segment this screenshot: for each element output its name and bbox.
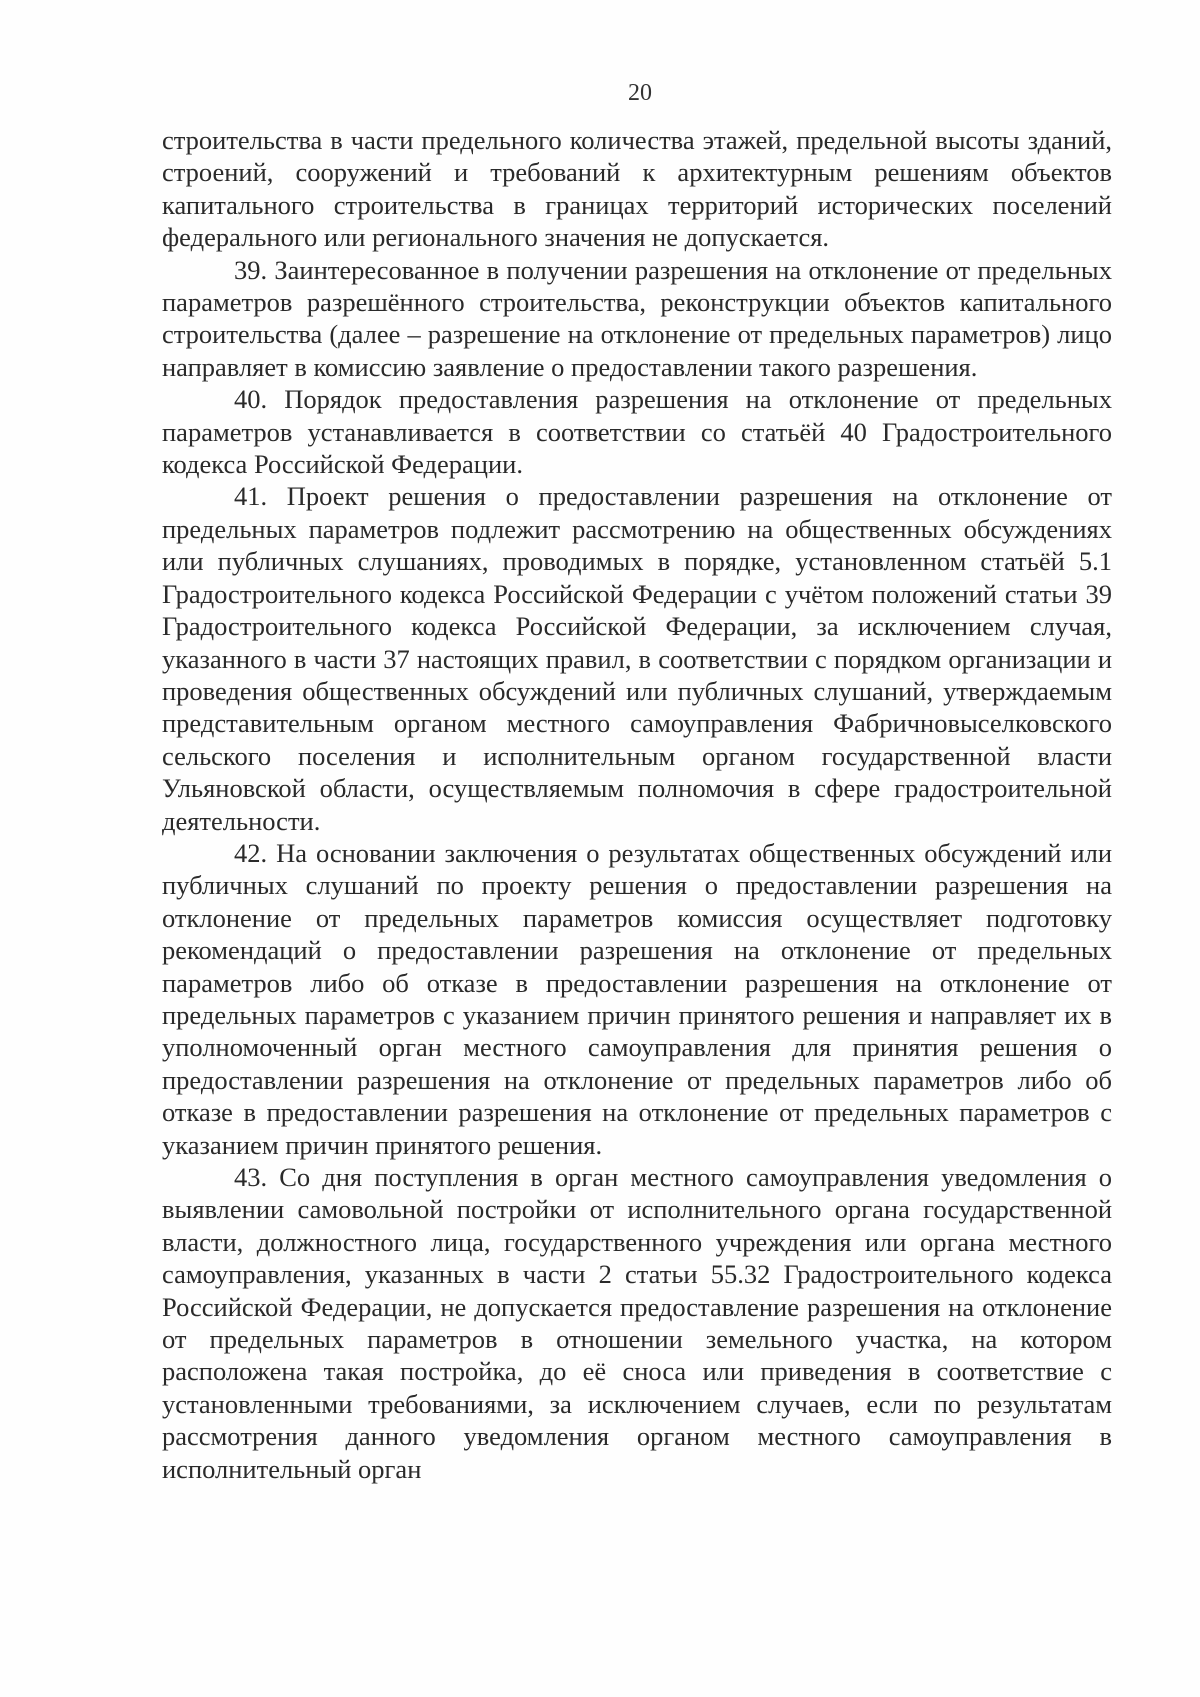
paragraph-40: 40. Порядок предоставления разрешения на отклонение от предельных параметров устанавливается в соответствии со статьёй 40 Градостроительного кодекса Российской Федерации. [162, 384, 1112, 480]
page-number: 20 [628, 80, 652, 106]
paragraph-continuation: строительства в части предельного количества этажей, предельной высоты зданий, строений, сооружений и требований к архитектурным решениям объектов капитального строительства в границах территорий исторических поселений федерального или регионального значения не допускается. [162, 125, 1112, 253]
document-body [162, 124, 1112, 1485]
paragraph-42: 42. На основании заключения о результатах общественных обсуждений или публичных слушаний по проекту решения о предоставлении разрешения на отклонение от предельных параметров комиссия осуществляет подготовку рекомендаций о предоставлении разрешения на отклонение от предельных параметров либо об отказе в предоставлении разрешения на отклонение от предельных параметров с указанием причин принятого решения и направляет их в уполномоченный орган местного самоуправления для принятия решения о предоставлении разрешения на отклонение от предельных параметров либо об отказе в предоставлении разрешения на отклонение от предельных параметров с указанием причин принятого решения. [162, 837, 1112, 1160]
paragraph-43: 43. Со дня поступления в орган местного самоуправления уведомления о выявлении самовольной постройки от исполнительного органа государственной власти, должностного лица, государственного учреждения или органа местного самоуправления, указанных в части 2 статьи 55.32 Градостроительного кодекса Российской Федерации, не допускается предоставление разрешения на отклонение от предельных параметров в отношении земельного участка, на котором расположена такая постройка, до её сноса или приведения в соответствие с установленными требованиями, за исключением случаев, если по результатам рассмотрения данного уведомления органом местного самоуправления в исполнительный орган [162, 1162, 1112, 1484]
paragraph-41: 41. Проект решения о предоставлении разрешения на отклонение от предельных параметров подлежит рассмотрению на общественных обсуждениях или публичных слушаниях, проводимых в порядке, установленном статьёй 5.1 Градостроительного кодекса Российской Федерации с учётом положений статьи 39 Градостроительного кодекса Российской Федерации, за исключением случая, указанного в части 37 настоящих правил, в соответствии с порядком организации и проведения общественных обсуждений или публичных слушаний, утверждаемым представительным органом местного самоуправления Фабричновыселковского сельского поселения и исполнительным органом государственной власти Ульяновской области, осуществляемым полномочия в сфере градостроительной деятельности. [162, 481, 1112, 836]
paragraph-39: 39. Заинтересованное в получении разрешения на отклонение от предельных параметров разрешённого строительства, реконструкции объектов капитального строительства (далее – разрешение на отклонение от предельных параметров) лицо направляет в комиссию заявление о предоставлении такого разрешения. [162, 254, 1112, 382]
